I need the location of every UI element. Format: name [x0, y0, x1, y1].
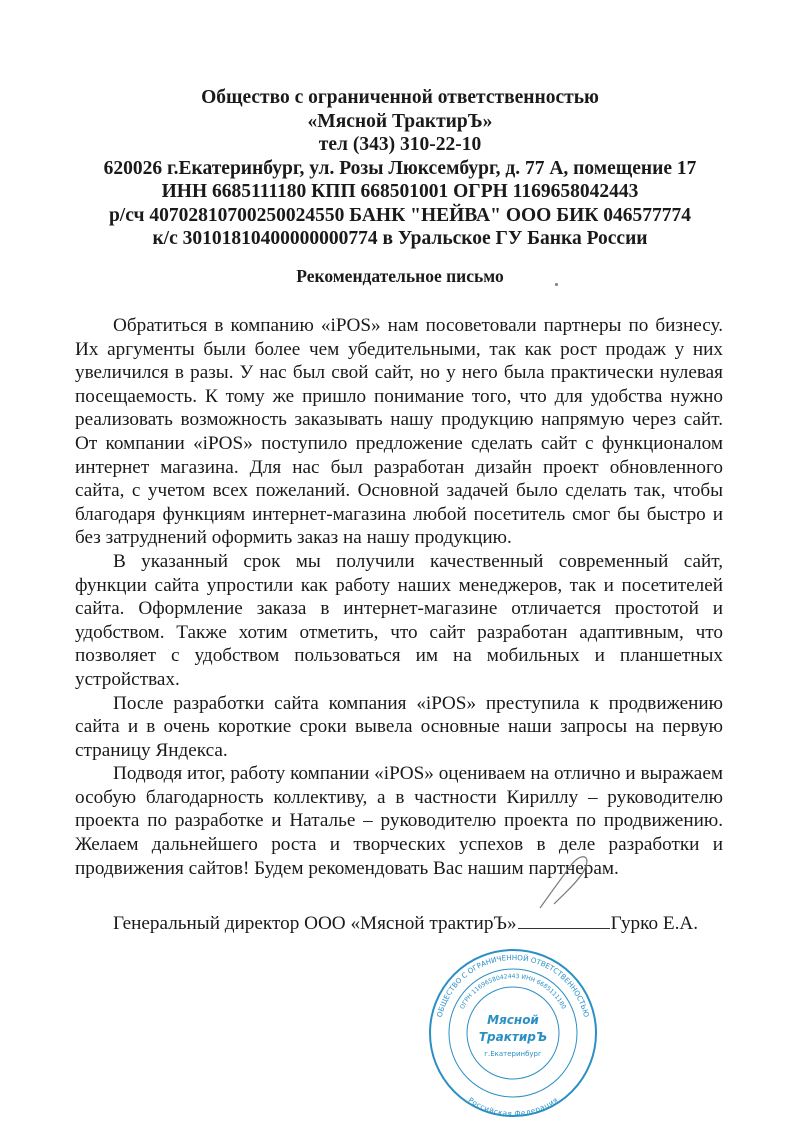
company-name: «Мясной ТрактирЪ» — [307, 110, 493, 132]
paragraph: В указанный срок мы получили качественный современный сайт, функции сайта упростили как работу наших менеджеров, так и посетителей сайта. Оформление заказа в интернет-магазине отличается простотой и удобством. Также хотим отметить, что сайт разработан адаптивным, что позволяет с удобством пользоваться им на мобильных и планшетных устройствах. — [75, 550, 723, 690]
company-phone: тел (343) 310-22-10 — [318, 134, 482, 155]
stamp-bottom-text: Российская Федерация — [466, 1095, 560, 1118]
stamp-center-line2: ТрактирЪ — [478, 1030, 548, 1044]
stamp-inner-text: ОГРН 1169658042443 ИНН 6685111180 — [458, 972, 568, 1011]
signature-block — [113, 913, 698, 935]
signatory-position: Генеральный директор ООО «Мясной трактирЪ» — [113, 913, 517, 934]
company-type: Общество с ограниченной ответственностью — [201, 87, 599, 108]
stamp-center-line1: Мясной — [487, 1013, 539, 1027]
paragraph: Подводя итог, работу компании «iPOS» оцениваем на отлично и выражаем особую благодарность коллективу, а в частности Кириллу – руководителю проекта по разработке и Наталье – руководителю проекта по продвижению. Желаем дальнейшего роста и творческих успехов в деле разработки и продвижения сайтов! Будем рекомендовать Вас нашим партнерам. — [75, 763, 723, 879]
document-title: Рекомендательное письмо — [296, 266, 504, 286]
handwritten-signature — [520, 850, 600, 910]
signatory-name: Гурко Е.А. — [610, 913, 699, 934]
stamp-outer-text: ОБЩЕСТВО С ОГРАНИЧЕННОЙ ОТВЕТСТВЕННОСТЬЮ — [434, 952, 592, 1019]
paragraph: Обратиться в компанию «iPOS» нам посоветовали партнеры по бизнесу. Их аргументы были более чем убедительными, так как рост продаж у них увеличился в разы. У нас был свой сайт, но у него была практически нулевая посещаемость. К тому же пришло понимание того, что для удобства нужно реализовать возможность заказывать нашу продукцию напрямую через сайт. От компании «iPOS» поступило предложение сделать сайт с функционалом интернет магазина. Для нас был разработан дизайн проект обновленного сайта, с учетом всех пожеланий. Основной задачей было сделать так, чтобы благодаря функциям интернет-магазина любой посетитель смог бы быстро и без затруднений оформить заказ на нашу продукцию. — [75, 315, 723, 549]
paragraph: После разработки сайта компания «iPOS» преступила к продвижению сайта и в очень короткие сроки вывела основные наши запросы на первую страницу Яндекса. — [75, 692, 723, 761]
company-registration: ИНН 6685111180 КПП 668501001 ОГРН 1169658042443 — [161, 181, 639, 202]
company-address: 620026 г.Екатеринбург, ул. Розы Люксембург, д. 77 А, помещение 17 — [103, 157, 697, 179]
letterhead — [60, 86, 740, 251]
company-bank-account: р/сч 40702810700250024550 БАНК "НЕЙВА" ООО БИК 046577774 — [108, 204, 692, 226]
company-stamp — [428, 948, 598, 1118]
signature-line — [518, 914, 610, 929]
company-correspondent-account: к/с 30101810400000000774 в Уральское ГУ Банка России — [152, 228, 648, 249]
stamp-city: г.Екатеринбург — [484, 1050, 542, 1058]
letter-body — [75, 314, 723, 880]
